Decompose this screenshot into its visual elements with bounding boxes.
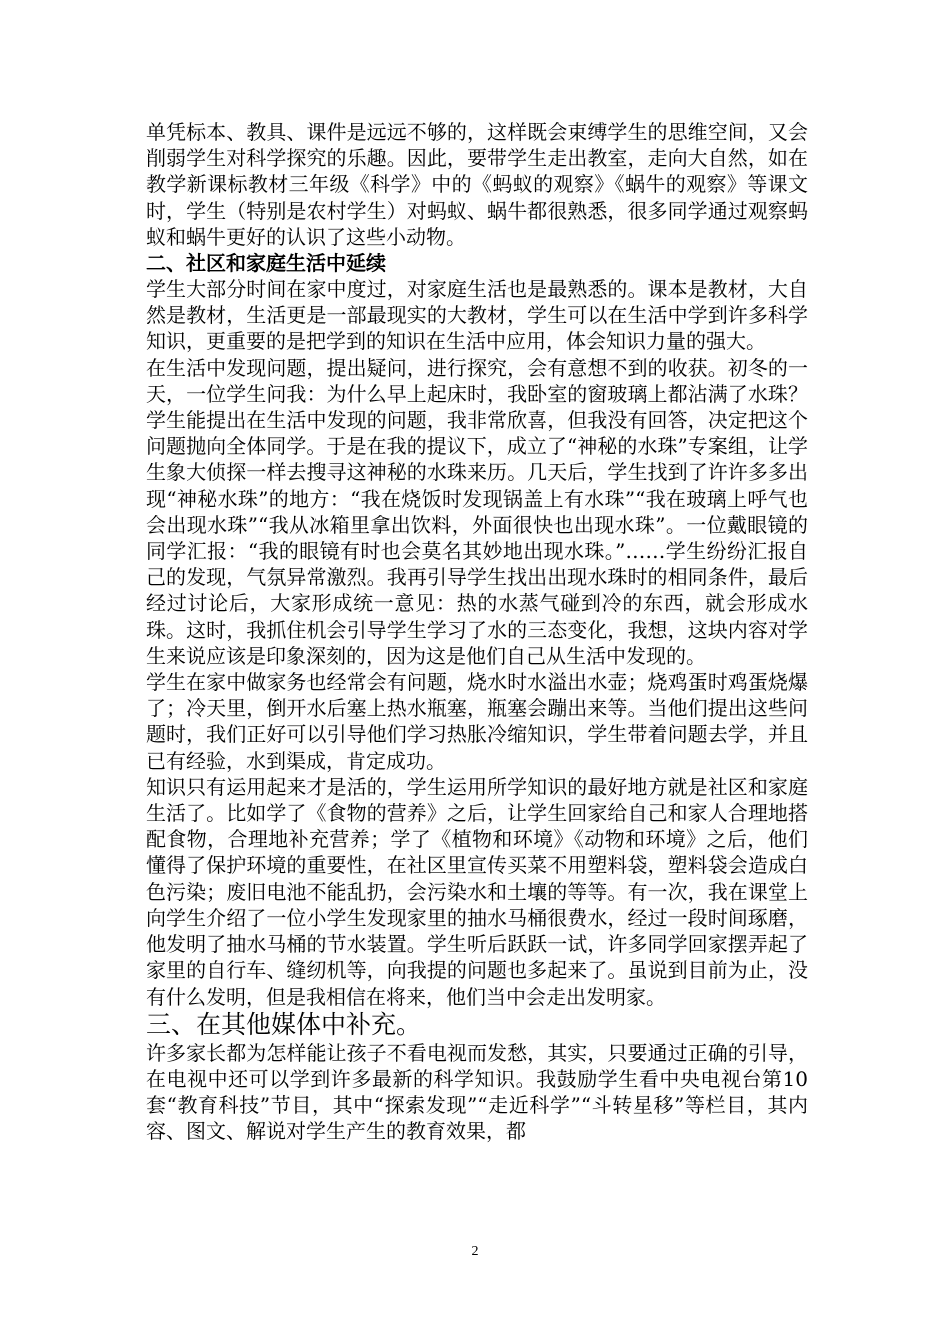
document-body bbox=[146, 119, 808, 1145]
paragraph-2: 学生大部分时间在家中度过，对家庭生活也是最熟悉的。课本是教材，大自然是教材，生活更是一部最现实的大教材，学生可以在生活中学到许多科学知识，更重要的是把学到的知识在生活中应用，体会知识力量的强大。 bbox=[146, 277, 808, 354]
paragraph-3: 在生活中发现问题，提出疑问，进行探究，会有意想不到的收获。初冬的一天，一位学生问我：为什么早上起床时，我卧室的窗玻璃上都沾满了水珠？学生能提出在生活中发现的问题，我非常欣喜，但我没有回答，决定把这个问题抛向全体同学。于是在我的提议下，成立了“神秘的水珠”专案组，让学生象大侦探一样去搜寻这神秘的水珠来历。几天后，学生找到了许许多多出现“神秘水珠”的地方：“我在烧饭时发现锅盖上有水珠”“我在玻璃上呼气也会出现水珠”“我从冰箱里拿出饮料，外面很快也出现水珠”。一位戴眼镜的同学汇报：“我的眼镜有时也会莫名其妙地出现水珠。”……学生纷纷汇报自己的发现，气氛异常激烈。我再引导学生找出出现水珠时的相同条件，最后经过讨论后，大家形成统一意见：热的水蒸气碰到冷的东西，就会形成水珠。这时，我抓住机会引导学生学习了水的三态变化，我想，这块内容对学生来说应该是印象深刻的，因为这是他们自己从生活中发现的。 bbox=[146, 355, 808, 668]
paragraph-1: 单凭标本、教具、课件是远远不够的，这样既会束缚学生的思维空间，又会削弱学生对科学探究的乐趣。因此，要带学生走出教室，走向大自然，如在教学新课标教材三年级《科学》中的《蚂蚁的观察》《蜗牛的观察》等课文时，学生（特别是农村学生）对蚂蚁、蜗牛都很熟悉，很多同学通过观察蚂蚁和蜗牛更好的认识了这些小动物。 bbox=[146, 120, 808, 249]
paragraph-4: 学生在家中做家务也经常会有问题，烧水时水溢出水壶；烧鸡蛋时鸡蛋烧爆了；冷天里，倒开水后塞上热水瓶塞，瓶塞会蹦出来等。当他们提出这些问题时，我们正好可以引导他们学习热胀冷缩知识，学生带着问题去学，并且已有经验，水到渠成，肯定成功。 bbox=[146, 670, 808, 773]
paragraph-5: 知识只有运用起来才是活的，学生运用所学知识的最好地方就是社区和家庭生活了。比如学了《食物的营养》之后，让学生回家给自己和家人合理地搭配食物，合理地补充营养；学了《植物和环境》《动物和环境》之后，他们懂得了保护环境的重要性，在社区里宣传买菜不用塑料袋，塑料袋会造成白色污染；废旧电池不能乱扔，会污染水和土壤的等等。有一次，我在课堂上向学生介绍了一位小学生发现家里的抽水马桶很费水，经过一段时间琢磨，他发明了抽水马桶的节水装置。学生听后跃跃一试，许多同学回家摆弄起了家里的自行车、缝纫机等，向我提的问题也多起来了。虽说到目前为止，没有什么发明，但是我相信在将来，他们当中会走出发明家。 bbox=[146, 774, 808, 1009]
paragraph-6: 许多家长都为怎样能让孩子不看电视而发愁，其实，只要通过正确的引导，在电视中还可以学到许多最新的科学知识。我鼓励学生看中央电视台第10套“教育科技”节目，其中“探索发现”“走近科学”“斗转星移”等栏目，其内容、图文、解说对学生产生的教育效果，都 bbox=[146, 1040, 808, 1144]
section-heading-3: 三、在其他媒体中补充。 bbox=[146, 1009, 422, 1039]
section-heading-2: 二、社区和家庭生活中延续 bbox=[146, 251, 386, 276]
page-number: 2 bbox=[471, 1244, 479, 1259]
